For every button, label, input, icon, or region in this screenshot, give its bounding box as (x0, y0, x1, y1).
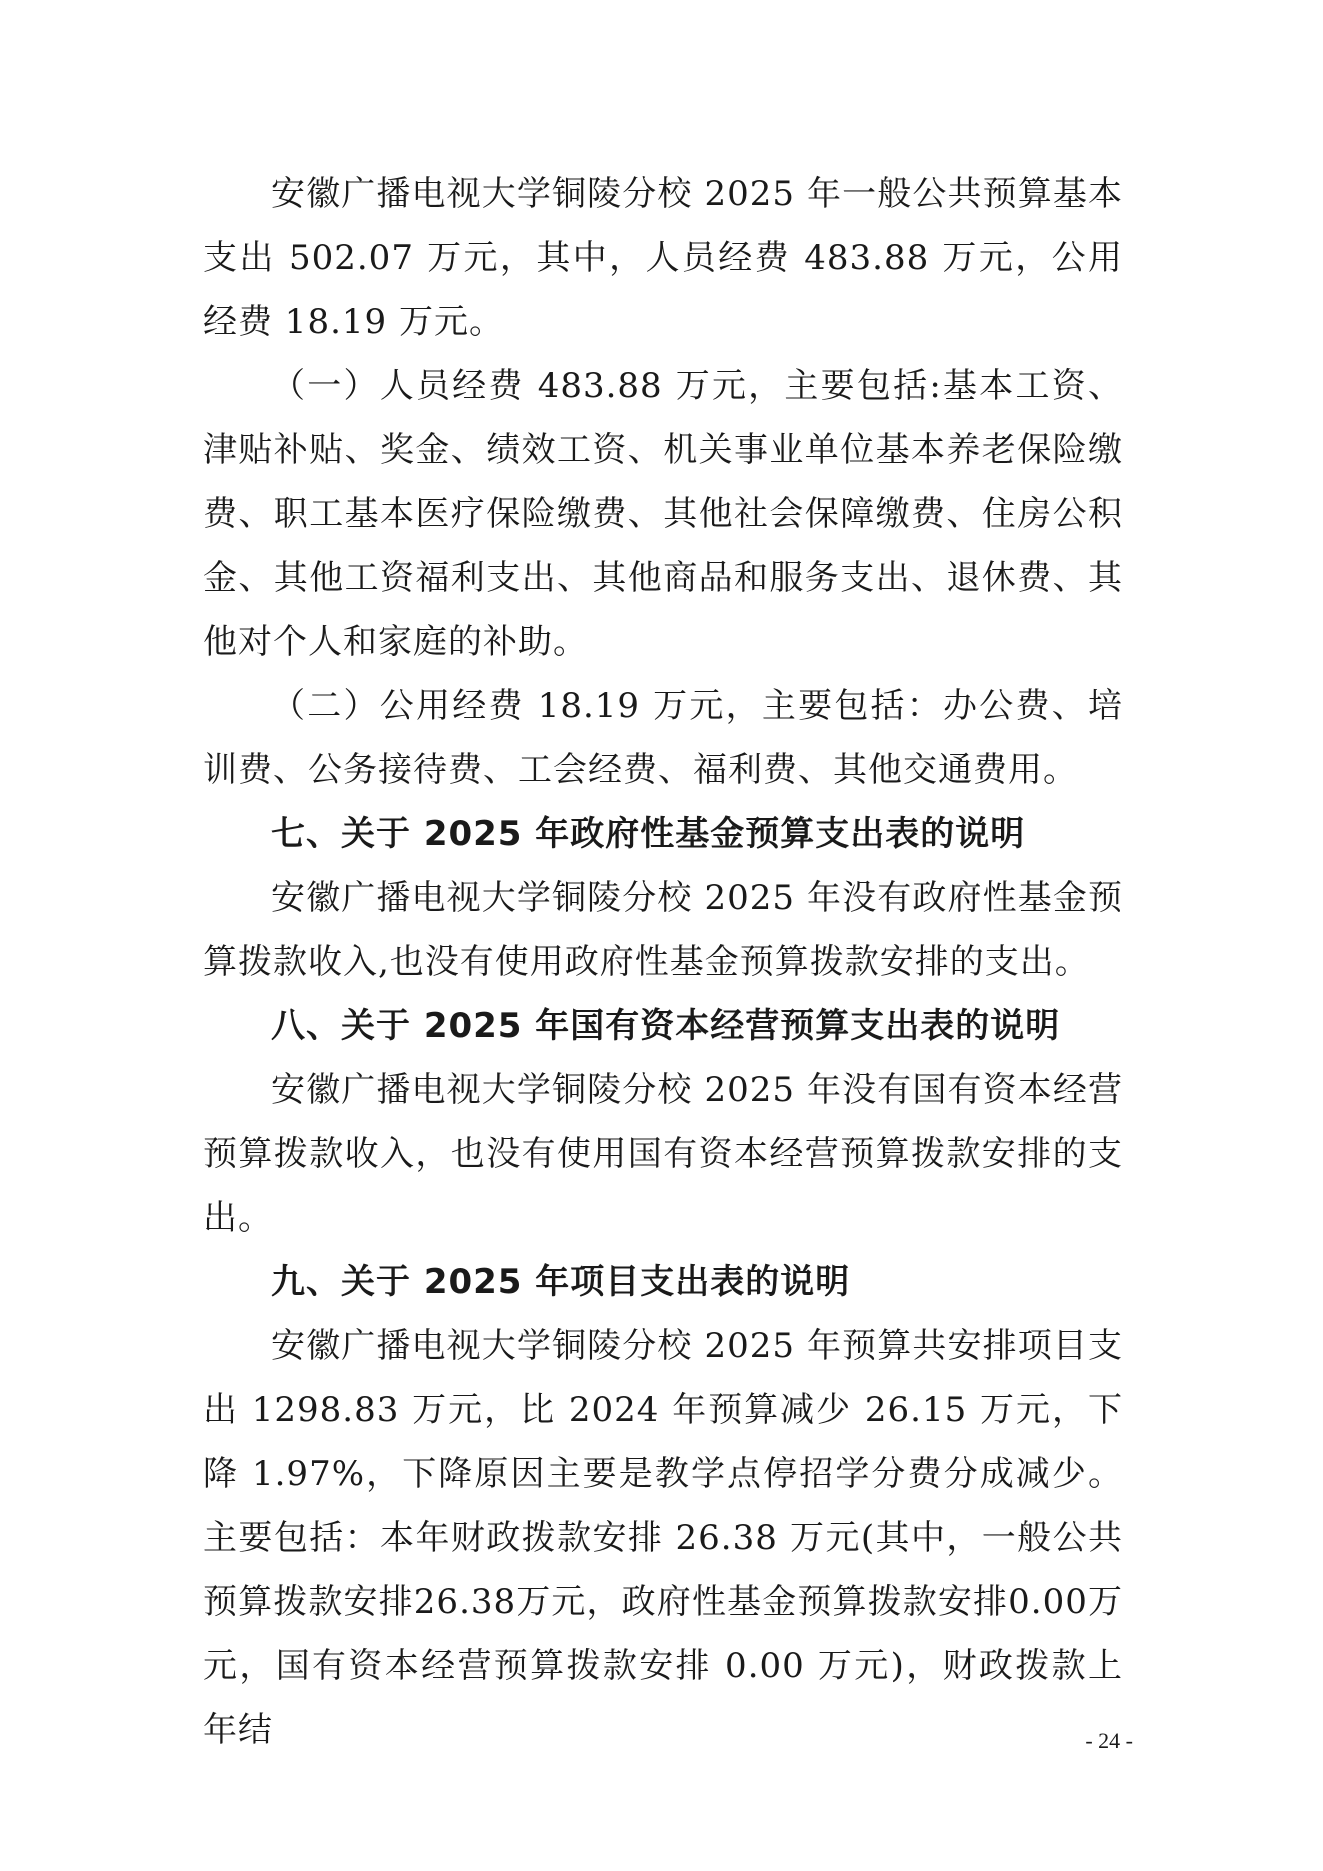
paragraph-government-fund-budget: 安徽广播电视大学铜陵分校 2025 年没有政府性基金预算拨款收入,也没有使用政府性基金预算拨款安排的支出。 (203, 878, 1123, 982)
paragraph-project-expenditure: 安徽广播电视大学铜陵分校 2025 年预算共安排项目支出 1298.83 万元，比 2024 年预算减少 26.15 万元，下降 1.97%，下降原因主要是教学点停招学分费分成减少。主要包括：本年财政拨款安排 26.38 万元(其中，一般公共预算拨款安排26.38万元，政府性基金预算拨款安排0.00万元，国有资本经营预算拨款安排 0.00 万元)，财政拨款上年结 (203, 1326, 1123, 1750)
document-body (203, 162, 1123, 1762)
paragraph-personnel-expenses: （一）人员经费 483.88 万元，主要包括:基本工资、津贴补贴、奖金、绩效工资、机关事业单位基本养老保险缴费、职工基本医疗保险缴费、其他社会保障缴费、住房公积金、其他工资福利支出、其他商品和服务支出、退休费、其他对个人和家庭的补助。 (203, 366, 1123, 662)
paragraph-public-expenses: （二）公用经费 18.19 万元，主要包括：办公费、培训费、公务接待费、工会经费、福利费、其他交通费用。 (203, 686, 1123, 790)
heading-section-9: 九、关于 2025 年项目支出表的说明 (271, 1262, 851, 1302)
paragraph-general-budget-basic-expenditure: 安徽广播电视大学铜陵分校 2025 年一般公共预算基本支出 502.07 万元，其中，人员经费 483.88 万元，公用经费 18.19 万元。 (203, 174, 1123, 342)
heading-section-7: 七、关于 2025 年政府性基金预算支出表的说明 (271, 814, 1026, 854)
page-number: - 24 - (1085, 1728, 1133, 1753)
paragraph-state-capital-budget: 安徽广播电视大学铜陵分校 2025 年没有国有资本经营预算拨款收入，也没有使用国有资本经营预算拨款安排的支出。 (203, 1070, 1123, 1238)
heading-section-8: 八、关于 2025 年国有资本经营预算支出表的说明 (271, 1006, 1061, 1046)
